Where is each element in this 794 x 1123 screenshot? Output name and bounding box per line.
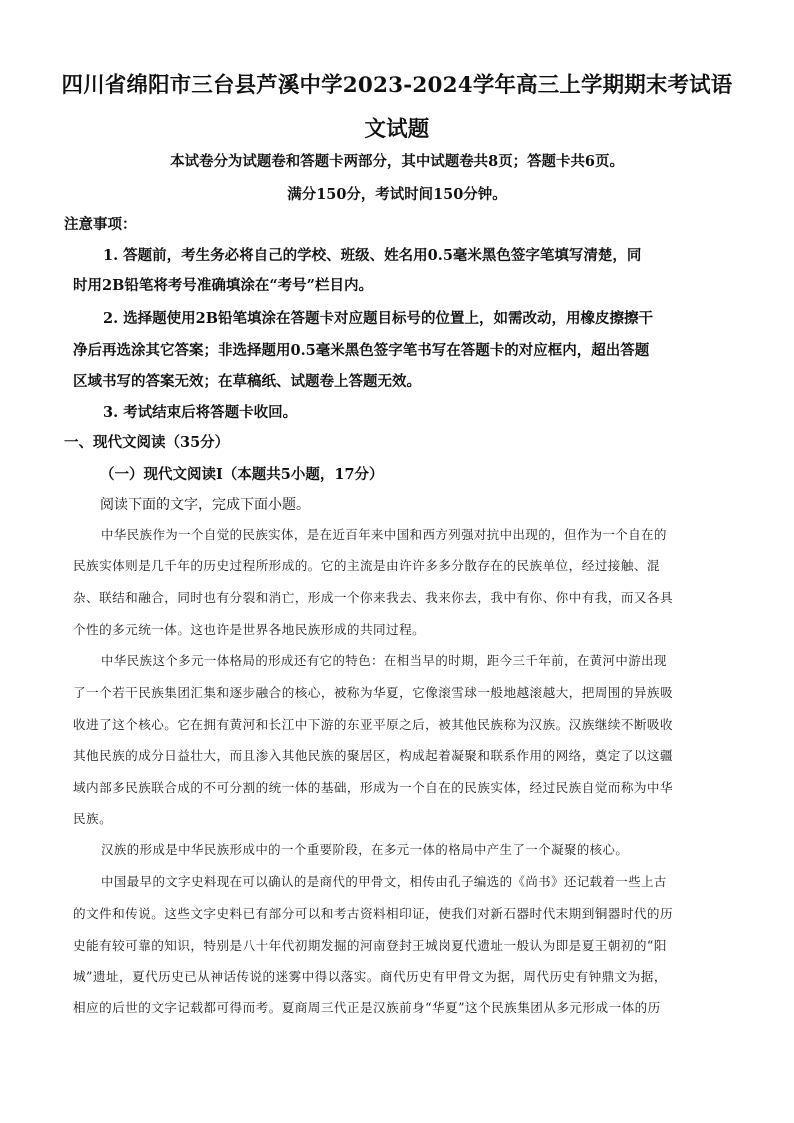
section-heading: 一、现代文阅读（35分）: [64, 434, 230, 451]
passage-line: 中国最早的文字史料现在可以确认的是商代的甲骨文，相传由孔子编选的《尚书》还记载着一些上古: [101, 874, 667, 889]
passage-line: 其他民族的成分日益壮大，而且渗入其他民族的聚居区，构成起着凝聚和联系作用的网络，奠定了以这疆: [73, 748, 674, 763]
passage-line: 个性的多元统一体。这也许是世界各地民族形成的共同过程。: [73, 622, 426, 637]
note-line: 3. 考试结束后将答题卡收回。: [103, 404, 298, 421]
passage-line: 杂、联结和融合，同时也有分裂和消亡，形成一个你来我去、我来你去，我中有你、你中有我，而又各具: [73, 590, 674, 605]
section-subheading: （一）现代文阅读Ⅰ（本题共5小题，17分）: [100, 466, 384, 483]
exam-info-line-1: 本试卷分为试题卷和答题卡两部分，其中试题卷共8页；答题卡共6页。: [170, 153, 624, 170]
note-line: 净后再选涂其它答案；非选择题用0.5毫米黑色签字笔书写在答题卡的对应框内，超出答题: [73, 342, 650, 359]
note-line: 2. 选择题使用2B铅笔填涂在答题卡对应题目标号的位置上，如需改动，用橡皮擦擦干: [103, 310, 654, 327]
passage-line: 史能有较可靠的知识，特别是八十年代初期发掘的河南登封王城岗夏代遗址一般认为即是夏王朝初的“阳: [73, 938, 667, 953]
note-line: 时用2B铅笔将考号准确填涂在“考号”栏目内。: [73, 277, 374, 294]
document-title-line-1: 四川省绵阳市三台县芦溪中学2023-2024学年高三上学期期末考试语: [61, 73, 733, 98]
passage-line: 域内部多民族联合成的不可分割的统一体的基础，形成为一个自在的民族实体，经过民族自觉而称为中华: [73, 780, 674, 795]
reading-instruction: 阅读下面的文字，完成下面小题。: [100, 497, 310, 513]
note-line: 1. 答题前，考生务必将自己的学校、班级、姓名用0.5毫米黑色签字笔填写清楚，同: [103, 247, 642, 264]
passage-line: 相应的后世的文字记载都可得而考。夏商周三代正是汉族前身“华夏”这个民族集团从多元形成一体的历: [73, 1000, 661, 1015]
passage-line: 城”遗址，夏代历史已从神话传说的迷雾中得以落实。商代历史有甲骨文为据，周代历史有钟鼎文为据，: [73, 969, 667, 984]
passage-line: 的文件和传说。这些文字史料已有部分可以和考古资料相印证，使我们对新石器时代末期到铜器时代的历: [73, 906, 674, 921]
passage-line: 民族实体则是几千年的历史过程所形成的。它的主流是由许许多多分散存在的民族单位，经过接触、混: [73, 558, 660, 573]
exam-info-line-2: 满分150分，考试时间150分钟。: [287, 186, 507, 203]
note-line: 区域书写的答案无效；在草稿纸、试题卷上答题无效。: [73, 373, 421, 390]
document-title-line-2: 文试题: [364, 117, 430, 142]
passage-line: 中华民族这个多元一体格局的形成还有它的特色：在相当早的时期，距今三千年前，在黄河中游出现: [101, 653, 667, 668]
passage-line: 中华民族作为一个自觉的民族实体，是在近百年来中国和西方列强对抗中出现的，但作为一个自在的: [101, 527, 667, 542]
passage-line: 民族。: [73, 811, 113, 826]
passage-line: 收进了这个核心。它在拥有黄河和长江中下游的东亚平原之后，被其他民族称为汉族。汉族继续不断吸收: [73, 717, 674, 732]
passage-line: 了一个若干民族集团汇集和逐步融合的核心，被称为华夏，它像滚雪球一般地越滚越大，把周围的异族吸: [73, 685, 674, 700]
notes-heading: 注意事项：: [64, 216, 137, 233]
passage-line: 汉族的形成是中华民族形成中的一个重要阶段，在多元一体的格局中产生了一个凝聚的核心。: [101, 842, 629, 857]
